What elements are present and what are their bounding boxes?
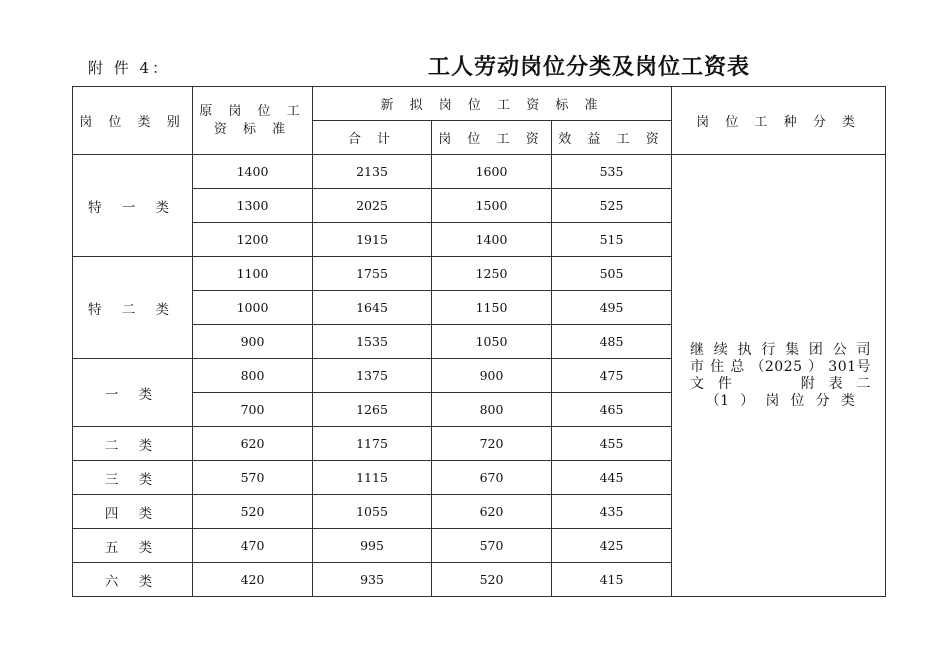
position-cell: 1400 bbox=[432, 223, 552, 257]
note-char: 件 bbox=[717, 375, 733, 392]
total-cell: 1755 bbox=[313, 257, 432, 291]
note-char: 表 bbox=[828, 375, 844, 392]
position-cell: 900 bbox=[432, 359, 552, 393]
header-total: 合 计 bbox=[313, 121, 432, 155]
classification-note bbox=[672, 155, 886, 597]
note-char bbox=[764, 376, 769, 393]
wage-table bbox=[72, 86, 886, 597]
note-char bbox=[866, 393, 871, 410]
original-cell: 1000 bbox=[193, 291, 313, 325]
original-cell: 800 bbox=[193, 359, 313, 393]
note-char: 位 bbox=[790, 392, 806, 409]
header-classification: 岗 位 工 种 分 类 bbox=[672, 87, 886, 155]
note-char: 公 bbox=[832, 341, 848, 358]
benefit-cell: 495 bbox=[552, 291, 672, 325]
attachment-label: 附 件 4： bbox=[88, 59, 171, 77]
total-cell: 2025 bbox=[313, 189, 432, 223]
note-char: 团 bbox=[808, 341, 824, 358]
header-position-wage: 岗 位 工 资 bbox=[432, 121, 552, 155]
position-cell: 1050 bbox=[432, 325, 552, 359]
note-char: 总 bbox=[730, 358, 745, 375]
page-title: 工人劳动岗位分类及岗位工资表 bbox=[428, 55, 751, 80]
benefit-cell: 525 bbox=[552, 189, 672, 223]
category-cell: 六 类 bbox=[73, 563, 193, 597]
total-cell: 1375 bbox=[313, 359, 432, 393]
category-cell: 一 类 bbox=[73, 359, 193, 427]
note-line bbox=[690, 376, 871, 393]
position-cell: 800 bbox=[432, 393, 552, 427]
header-new-standard: 新 拟 岗 位 工 资 标 准 bbox=[313, 87, 672, 121]
benefit-cell: 425 bbox=[552, 529, 672, 563]
note-char: 301号 bbox=[828, 358, 872, 375]
benefit-cell: 505 bbox=[552, 257, 672, 291]
total-cell: 2135 bbox=[313, 155, 432, 189]
position-cell: 1150 bbox=[432, 291, 552, 325]
position-cell: 1600 bbox=[432, 155, 552, 189]
position-cell: 520 bbox=[432, 563, 552, 597]
category-cell: 五 类 bbox=[73, 529, 193, 563]
note-line bbox=[690, 359, 871, 376]
note-char: ） bbox=[740, 392, 755, 409]
category-cell: 二 类 bbox=[73, 427, 193, 461]
note-char: 二 bbox=[856, 375, 871, 392]
benefit-cell: 535 bbox=[552, 155, 672, 189]
total-cell: 1265 bbox=[313, 393, 432, 427]
note-char: 分 bbox=[815, 392, 831, 409]
benefit-cell: 415 bbox=[552, 563, 672, 597]
category-cell: 特 一 类 bbox=[73, 155, 193, 257]
category-cell: 特 二 类 bbox=[73, 257, 193, 359]
position-cell: 620 bbox=[432, 495, 552, 529]
note-char: 岗 bbox=[765, 392, 780, 409]
total-cell: 1115 bbox=[313, 461, 432, 495]
original-cell: 620 bbox=[193, 427, 313, 461]
note-char: 类 bbox=[840, 392, 856, 409]
category-cell: 四 类 bbox=[73, 495, 193, 529]
category-cell: 三 类 bbox=[73, 461, 193, 495]
position-cell: 670 bbox=[432, 461, 552, 495]
original-cell: 570 bbox=[193, 461, 313, 495]
original-cell: 1300 bbox=[193, 189, 313, 223]
position-cell: 1250 bbox=[432, 257, 552, 291]
note-char: （2025 bbox=[750, 358, 803, 375]
benefit-cell: 455 bbox=[552, 427, 672, 461]
note-char: 住 bbox=[710, 358, 725, 375]
note-char: 继 bbox=[690, 341, 705, 358]
original-cell: 520 bbox=[193, 495, 313, 529]
header-original-standard bbox=[193, 87, 313, 155]
note-char: 司 bbox=[856, 341, 871, 358]
header-original-line2: 资 标 准 bbox=[213, 121, 292, 137]
total-cell: 1055 bbox=[313, 495, 432, 529]
original-cell: 420 bbox=[193, 563, 313, 597]
note-line bbox=[690, 393, 871, 410]
original-cell: 900 bbox=[193, 325, 313, 359]
position-cell: 720 bbox=[432, 427, 552, 461]
original-cell: 1200 bbox=[193, 223, 313, 257]
note-char: 附 bbox=[800, 375, 816, 392]
position-cell: 1500 bbox=[432, 189, 552, 223]
position-cell: 570 bbox=[432, 529, 552, 563]
note-char bbox=[782, 376, 787, 393]
total-cell: 1645 bbox=[313, 291, 432, 325]
original-cell: 470 bbox=[193, 529, 313, 563]
header-category: 岗 位 类 别 bbox=[73, 87, 193, 155]
note-char: 续 bbox=[713, 341, 729, 358]
total-cell: 1535 bbox=[313, 325, 432, 359]
original-cell: 1100 bbox=[193, 257, 313, 291]
note-char: 集 bbox=[785, 341, 800, 358]
header-benefit-wage: 效 益 工 资 bbox=[552, 121, 672, 155]
note-char: 文 bbox=[690, 375, 705, 392]
wage-table-body bbox=[73, 155, 886, 597]
original-cell: 700 bbox=[193, 393, 313, 427]
note-char bbox=[746, 376, 751, 393]
note-char: 市 bbox=[690, 358, 705, 375]
note-char: ） bbox=[808, 358, 823, 375]
total-cell: 935 bbox=[313, 563, 432, 597]
benefit-cell: 515 bbox=[552, 223, 672, 257]
total-cell: 1175 bbox=[313, 427, 432, 461]
note-char bbox=[690, 393, 695, 410]
total-cell: 1915 bbox=[313, 223, 432, 257]
note-line bbox=[690, 342, 871, 359]
note-char: 行 bbox=[761, 341, 776, 358]
table-row bbox=[73, 155, 886, 189]
benefit-cell: 435 bbox=[552, 495, 672, 529]
note-char: （1 bbox=[705, 392, 730, 409]
note-char: 执 bbox=[737, 341, 753, 358]
benefit-cell: 465 bbox=[552, 393, 672, 427]
total-cell: 995 bbox=[313, 529, 432, 563]
original-cell: 1400 bbox=[193, 155, 313, 189]
header-original-line1: 原 岗 位 工 bbox=[199, 103, 306, 119]
benefit-cell: 445 bbox=[552, 461, 672, 495]
benefit-cell: 485 bbox=[552, 325, 672, 359]
benefit-cell: 475 bbox=[552, 359, 672, 393]
